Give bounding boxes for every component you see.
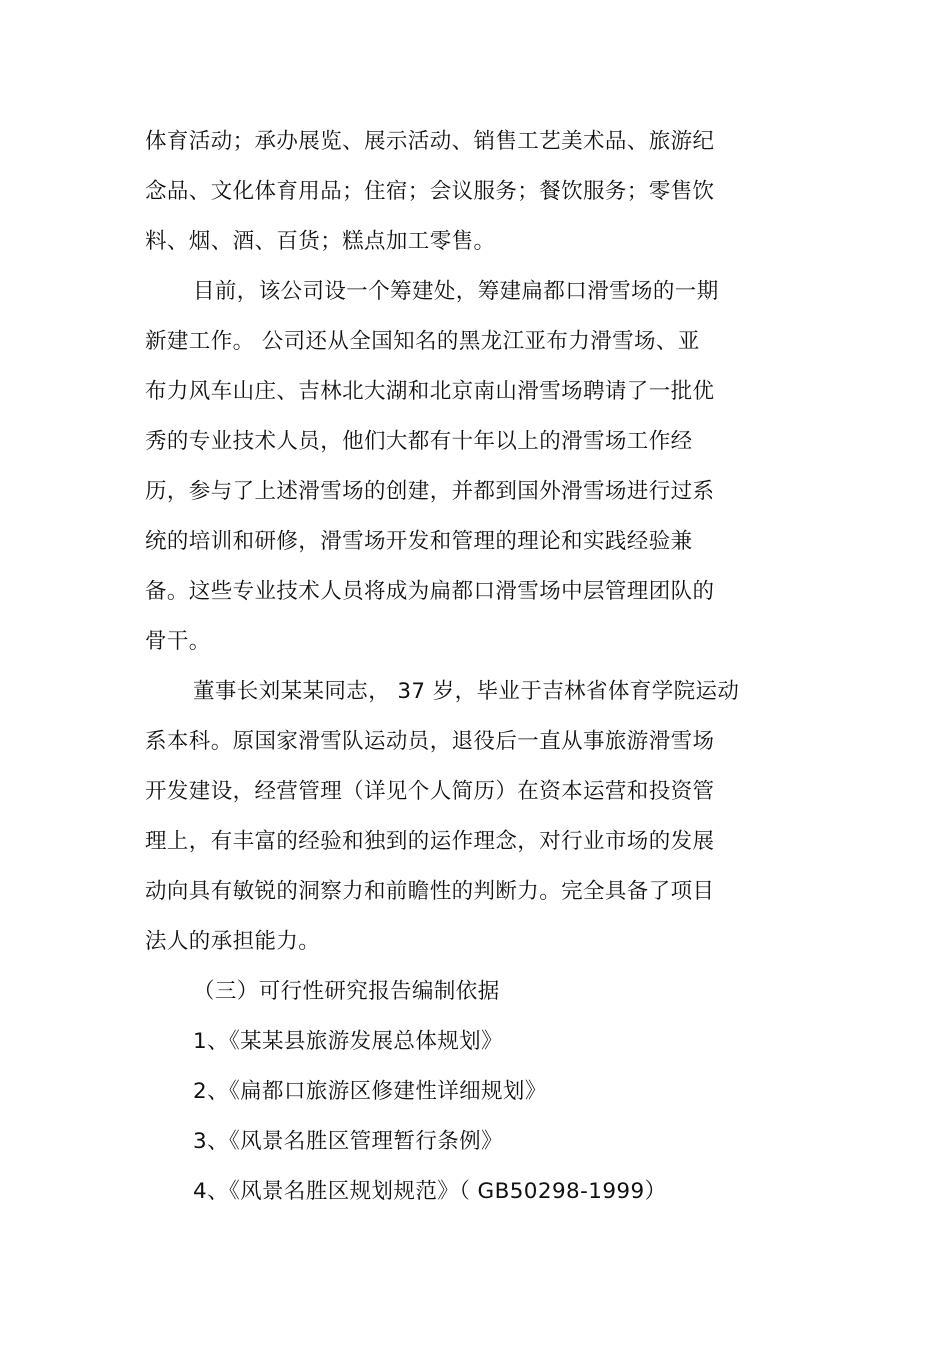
- reference-item: 4、《风景名胜区规划规范》（ GB50298-1999）: [193, 1179, 667, 1204]
- paragraph-line: 念品、文化体育用品；住宿；会议服务；餐饮服务；零售饮: [145, 179, 715, 204]
- paragraph-line: 备。这些专业技术人员将成为扁都口滑雪场中层管理团队的: [145, 579, 715, 604]
- paragraph-line: 系本科。原国家滑雪队运动员，退役后一直从事旅游滑雪场: [145, 729, 715, 754]
- paragraph-line: 布力风车山庄、吉林北大湖和北京南山滑雪场聘请了一批优: [145, 379, 715, 404]
- paragraph-line: 理上，有丰富的经验和独到的运作理念，对行业市场的发展: [145, 829, 715, 854]
- paragraph-line: 料、烟、酒、百货；糕点加工零售。: [145, 229, 496, 254]
- paragraph-line: 统的培训和研修，滑雪场开发和管理的理论和实践经验兼: [145, 529, 693, 554]
- paragraph-line: 新建工作。 公司还从全国知名的黑龙江亚布力滑雪场、亚: [145, 329, 700, 354]
- paragraph-line: 法人的承担能力。: [145, 929, 321, 954]
- reference-item: 1、《某某县旅游发展总体规划》: [193, 1029, 503, 1054]
- reference-item: 3、《风景名胜区管理暂行条例》: [193, 1129, 503, 1154]
- paragraph-line: 开发建设，经营管理（详见个人简历）在资本运营和投资管: [145, 779, 715, 804]
- paragraph-line: 历，参与了上述滑雪场的创建，并都到国外滑雪场进行过系: [145, 479, 715, 504]
- paragraph-line: 骨干。: [145, 629, 211, 654]
- paragraph-line: 秀的专业技术人员，他们大都有十年以上的滑雪场工作经: [145, 429, 693, 454]
- reference-item: 2、《扁都口旅游区修建性详细规划》: [193, 1079, 547, 1104]
- paragraph-line: 目前，该公司设一个筹建处，筹建扁都口滑雪场的一期: [193, 279, 719, 304]
- paragraph-line: 动向具有敏锐的洞察力和前瞻性的判断力。完全具备了项目: [145, 879, 715, 904]
- paragraph-line: 董事长刘某某同志， 37 岁，毕业于吉林省体育学院运动: [193, 679, 740, 704]
- paragraph-line: 体育活动；承办展览、展示活动、销售工艺美术品、旅游纪: [145, 129, 715, 154]
- section-heading: （三）可行性研究报告编制依据: [193, 979, 500, 1004]
